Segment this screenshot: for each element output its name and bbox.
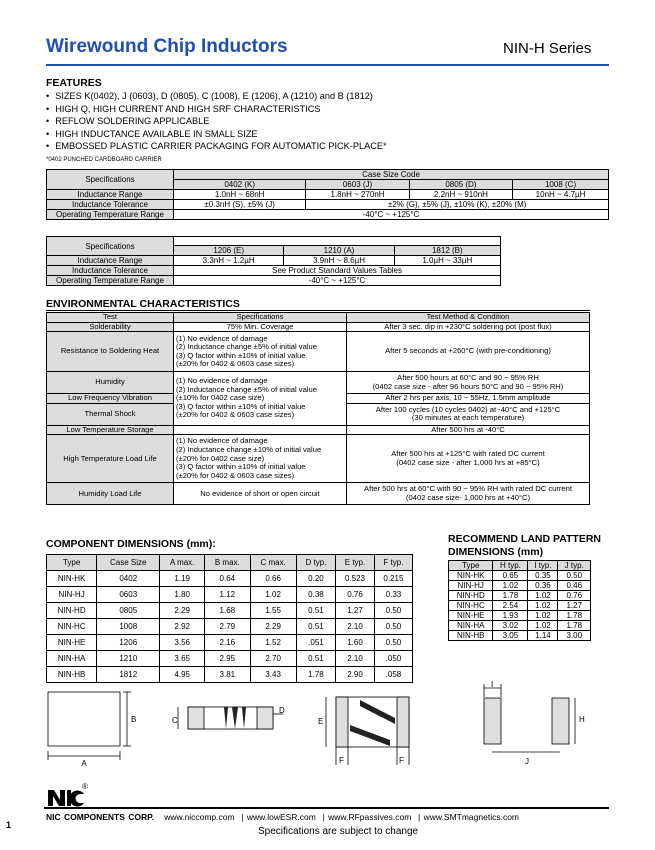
table-cell: 0.215 (374, 571, 412, 587)
feature-item: • HIGH Q, HIGH CURRENT AND HIGH SRF CHARACTERISTICS (46, 103, 606, 116)
footer: NIC COMPONENTS CORP. www.niccomp.com | www.lowESR.com | www.RFpassives.com | www.SMTmagnetics.com (46, 812, 520, 822)
footer-link[interactable]: www.lowESR.com (246, 812, 316, 822)
table-cell: 1.78 (558, 621, 591, 631)
table-cell: 1.27 (336, 603, 375, 619)
top-view-body (48, 692, 120, 746)
method-line: (0402 case size - after 96 hours 50°C and 90 ~ 95% RH) (372, 381, 564, 391)
table-cell: 1210 (97, 651, 160, 667)
table-cell: 3.65 (160, 651, 205, 667)
table-cell: 0.64 (205, 571, 251, 587)
table-cell: NIN-HK (449, 571, 493, 581)
case-size-cell: 0402 (K) (174, 180, 306, 190)
table-cell: 0.51 (296, 619, 335, 635)
table-cell: NIN-HB (449, 631, 493, 641)
table-cell: -40°C ~ +125°C (174, 276, 501, 286)
table-cell: 1008 (97, 619, 160, 635)
table-cell: 1.0µH ~ 33µH (394, 256, 500, 266)
case-size-cell: 1210 (A) (284, 246, 394, 256)
winding-mark (360, 700, 395, 724)
table-cell: -40°C ~ +125°C (174, 210, 609, 220)
table-cell: .058 (374, 667, 412, 683)
method-line: After 500 hrs at 60°C with 90 ~ 95% RH with rated DC current (364, 484, 572, 494)
spec-line: (2) Inductance change ±10% of initial value (176, 444, 322, 454)
table-cell: 1.14 (528, 631, 558, 641)
table-cell: 0.50 (374, 619, 412, 635)
spec-line: (3) Q factor within ±10% of initial value (176, 462, 306, 472)
case-size-cell: 0603 (J) (306, 180, 409, 190)
spec-line: (2) Inductance change ±5% of initial value (176, 384, 317, 394)
spec-cell: 75% Min. Coverage (174, 322, 347, 332)
table-cell: NIN-HA (47, 651, 97, 667)
table-cell: 1.93 (493, 611, 528, 621)
table-cell: 0.20 (296, 571, 335, 587)
case-size-cell: 1008 (C) (513, 180, 609, 190)
table-cell: 2.16 (205, 635, 251, 651)
row-label: Inductance Range (47, 190, 174, 200)
table-cell: 0.50 (374, 603, 412, 619)
spec-line: (3) Q factor within ±10% of initial value (176, 350, 306, 360)
col-header: B max. (205, 555, 251, 571)
table-cell: 0603 (97, 587, 160, 603)
test-name: High Temperature Load Life (47, 435, 174, 483)
spec-line: (1) No evidence of damage (176, 376, 268, 385)
table-cell: 1206 (97, 635, 160, 651)
test-name: Humidity Load Life (47, 483, 174, 505)
table-cell: 0.76 (558, 591, 591, 601)
table-cell: 0402 (97, 571, 160, 587)
table-cell: 1.02 (250, 587, 296, 603)
col-header: F typ. (374, 555, 412, 571)
table-cell: 0.76 (336, 587, 375, 603)
features-note: *0402 PUNCHED CARDBOARD CARRIER (46, 157, 162, 163)
table-cell: ±2% (G), ±5% (J), ±10% (K), ±20% (M) (306, 200, 609, 210)
table-cell: 2.10 (336, 651, 375, 667)
col-header: E typ. (336, 555, 375, 571)
table-cell: ±0.3nH (S), ±5% (J) (174, 200, 306, 210)
nic-logo (46, 784, 86, 808)
table-cell: 2.10 (336, 619, 375, 635)
table-cell: 0.51 (296, 651, 335, 667)
spec-line: (±10% for 0402 case size) (176, 393, 265, 403)
test-name: Thermal Shock (47, 403, 174, 425)
footer-link[interactable]: www.RFpassives.com (328, 812, 412, 822)
spec-line: (±20% for 0402 case size) (176, 453, 265, 463)
table-cell: 1.60 (336, 635, 375, 651)
feature-item: • EMBOSSED PLASTIC CARRIER PACKAGING FOR AUTOMATIC PICK-PLACE* (46, 140, 606, 153)
table-cell: 0.50 (558, 571, 591, 581)
component-dims-heading: COMPONENT DIMENSIONS (mm): (46, 538, 216, 550)
feature-item: • HIGH INDUCTANCE AVAILABLE IN SMALL SIZE (46, 128, 606, 141)
table-cell: NIN-HE (449, 611, 493, 621)
table-cell: NIN-HC (449, 601, 493, 611)
method-cell: After 5 seconds at +260°C (with pre-conditioning) (347, 332, 590, 372)
table-cell: NIN-HD (449, 591, 493, 601)
method-line: (0402 case size- 1,000 hrs at +40°C) (406, 492, 530, 502)
table-cell: 3.3nH ~ 1.2µH (174, 256, 284, 266)
table-cell: 1.12 (205, 587, 251, 603)
footer-divider (44, 807, 609, 809)
series-name: NIN-H Series (503, 40, 592, 57)
spec-line: (±20% for 0402 & 0603 case sizes) (176, 410, 295, 420)
dim-label-h: H (579, 715, 585, 724)
table-cell: 1.68 (205, 603, 251, 619)
table-cell: 1.02 (528, 611, 558, 621)
spec-line: (±20% for 0402 & 0603 case sizes) (176, 359, 295, 369)
dim-label-a: A (81, 759, 87, 768)
table-cell: .051 (296, 635, 335, 651)
method-line: After 500 hours at 60°C and 90 ~ 95% RH (397, 373, 539, 383)
test-name: Low Frequency Vibration (47, 394, 174, 404)
table-cell: NIN-HE (47, 635, 97, 651)
table-cell: 0.35 (528, 571, 558, 581)
case-size-cell: 1812 (B) (394, 246, 500, 256)
table-cell: 0.46 (558, 581, 591, 591)
table-cell: 1.8nH ~ 270nH (306, 190, 409, 200)
row-label: Inductance Range (47, 256, 174, 266)
page-title: Wirewound Chip Inductors (46, 36, 288, 57)
table-cell: 2.54 (493, 601, 528, 611)
table-cell: 3.56 (160, 635, 205, 651)
table-cell: 1.78 (296, 667, 335, 683)
table-cell: 1.0nH ~ 68nH (174, 190, 306, 200)
test-name: Solderability (47, 322, 174, 332)
table-cell: 0.38 (296, 587, 335, 603)
col-header: Specifications (174, 313, 347, 323)
test-name: Low Temperature Storage (47, 425, 174, 435)
table-cell: 1.78 (493, 591, 528, 601)
method-line: After 500 hrs at +125°C with rated DC current (391, 449, 545, 459)
spec-line: (±20% for 0402 & 0603 case sizes) (176, 470, 295, 480)
col-header: Case Size (97, 555, 160, 571)
table-cell: 2.2nH ~ 910nH (409, 190, 512, 200)
table-cell: 2.95 (205, 651, 251, 667)
col-header: Type (449, 561, 493, 571)
footer-link[interactable]: www.SMTmagnetics.com (423, 812, 520, 822)
spec-line: (1) No evidence of damage (176, 436, 268, 446)
table-cell: 1.02 (528, 591, 558, 601)
row-label: Operating Temperature Range (47, 276, 174, 286)
table-cell: 0.51 (296, 603, 335, 619)
table-cell: 1.55 (250, 603, 296, 619)
table-cell: .050 (374, 651, 412, 667)
table-cell: 1.02 (493, 581, 528, 591)
table-cell: 4.95 (160, 667, 205, 683)
table-cell: 1.80 (160, 587, 205, 603)
col-header: H typ. (493, 561, 528, 571)
dim-label-f: F (339, 756, 344, 765)
test-name: Humidity (47, 372, 174, 394)
row-label: Inductance Tolerance (47, 266, 174, 276)
footer-link[interactable]: www.niccomp.com (164, 812, 235, 822)
table-cell: 3.05 (493, 631, 528, 641)
winding-mark (224, 707, 228, 729)
method-line: (30 minutes at each temperature) (411, 413, 525, 423)
table-cell: 1.27 (558, 601, 591, 611)
row-label: Inductance Tolerance (47, 200, 174, 210)
table-cell: NIN-HJ (47, 587, 97, 603)
land-pattern-heading: RECOMMEND LAND PATTERN DIMENSIONS (mm) (448, 533, 602, 558)
table-cell: 0.50 (374, 635, 412, 651)
dim-label-i: I (491, 680, 494, 689)
table-cell: NIN-HK (47, 571, 97, 587)
table-cell: 2.79 (205, 619, 251, 635)
table-cell: 1.78 (558, 611, 591, 621)
table-cell: 0805 (97, 603, 160, 619)
table-cell: 1.02 (528, 601, 558, 611)
test-name: Resistance to Soldering Heat (47, 332, 174, 372)
feature-item: • REFLOW SOLDERING APPLICABLE (46, 115, 606, 128)
method-line: After 100 cycles (10 cycles 0402) at -40°C and +125°C (375, 404, 561, 414)
spec-header: Specifications (47, 237, 174, 256)
table-cell: 2.70 (250, 651, 296, 667)
dim-label-j: J (525, 757, 529, 766)
table-cell: 1.02 (528, 621, 558, 631)
table-cell: 10nH ~ 4.7µH (513, 190, 609, 200)
spec-cell: No evidence of short or open circuit (174, 483, 347, 505)
table-cell: NIN-HB (47, 667, 97, 683)
features-heading: FEATURES (46, 77, 102, 89)
dim-label-d: D (279, 706, 285, 715)
table-cell: 0.36 (528, 581, 558, 591)
page-number: 1 (6, 820, 12, 830)
col-header: Test (47, 313, 174, 323)
table-cell: 0.66 (250, 571, 296, 587)
dim-label-f: F (399, 756, 404, 765)
spec-header: Specifications (47, 170, 174, 190)
spec-line: (3) Q factor within ±10% of initial value (176, 401, 306, 411)
col-header: I typ. (528, 561, 558, 571)
col-header: J typ. (558, 561, 591, 571)
company-name: NIC COMPONENTS CORP. (46, 812, 155, 822)
table-cell: 3.00 (558, 631, 591, 641)
spec-change-note: Specifications are subject to change (258, 826, 419, 837)
method-cell: After 500 hrs at -40°C (347, 425, 590, 435)
col-header: A max. (160, 555, 205, 571)
method-cell: After 2 hrs per axis, 10 ~ 55Hz, 1.5mm amplitude (347, 394, 590, 404)
table-cell: NIN-HA (449, 621, 493, 631)
table-cell: 1812 (97, 667, 160, 683)
row-label: Operating Temperature Range (47, 210, 174, 220)
table-cell: 2.29 (250, 619, 296, 635)
table-cell: 0.65 (493, 571, 528, 581)
dim-label-b: B (131, 715, 137, 724)
environmental-heading: ENVIRONMENTAL CHARACTERISTICS (46, 298, 240, 310)
table-cell: 3.81 (205, 667, 251, 683)
land-pad-left (484, 698, 501, 744)
table-cell: NIN-HJ (449, 581, 493, 591)
col-header: C max. (250, 555, 296, 571)
table-cell: 2.90 (336, 667, 375, 683)
col-header: Type (47, 555, 97, 571)
table-cell: 3.02 (493, 621, 528, 631)
feature-item: • SIZES K(0402), J (0603), D (0805), C (1008), E (1206), A (1210) and B (1812) (46, 90, 606, 103)
dim-label-c: C (172, 716, 178, 725)
method-cell: After 3 sec. dip in +230°C soldering pot (post flux) (347, 322, 590, 332)
table-cell: 3.9nH ~ 8.6µH (284, 256, 394, 266)
method-line: (0402 case size - after 1,000 hrs at +85°C) (396, 457, 540, 467)
dim-label-e: E (318, 717, 324, 726)
col-header: D typ. (296, 555, 335, 571)
table-cell: 0.523 (336, 571, 375, 587)
table-cell: See Product Standard Values Tables (174, 266, 501, 276)
table-cell: 2.92 (160, 619, 205, 635)
table-cell: 2.29 (160, 603, 205, 619)
registered-mark: ® (82, 782, 88, 791)
table-cell: 3.43 (250, 667, 296, 683)
table-cell: 0.33 (374, 587, 412, 603)
table-cell: 1.19 (160, 571, 205, 587)
col-header: Test Method & Condition (347, 313, 590, 323)
table-cell: 1.52 (250, 635, 296, 651)
case-size-cell: 1206 (E) (174, 246, 284, 256)
table-cell: NIN-HD (47, 603, 97, 619)
land-pad-right (552, 698, 569, 744)
case-size-header: Case Size Code (174, 170, 609, 180)
spec-line: (1) No evidence of damage (176, 333, 268, 343)
table-cell: NIN-HC (47, 619, 97, 635)
case-size-cell: 0805 (D) (409, 180, 512, 190)
spec-line: (2) Inductance change ±5% of initial value (176, 342, 317, 352)
